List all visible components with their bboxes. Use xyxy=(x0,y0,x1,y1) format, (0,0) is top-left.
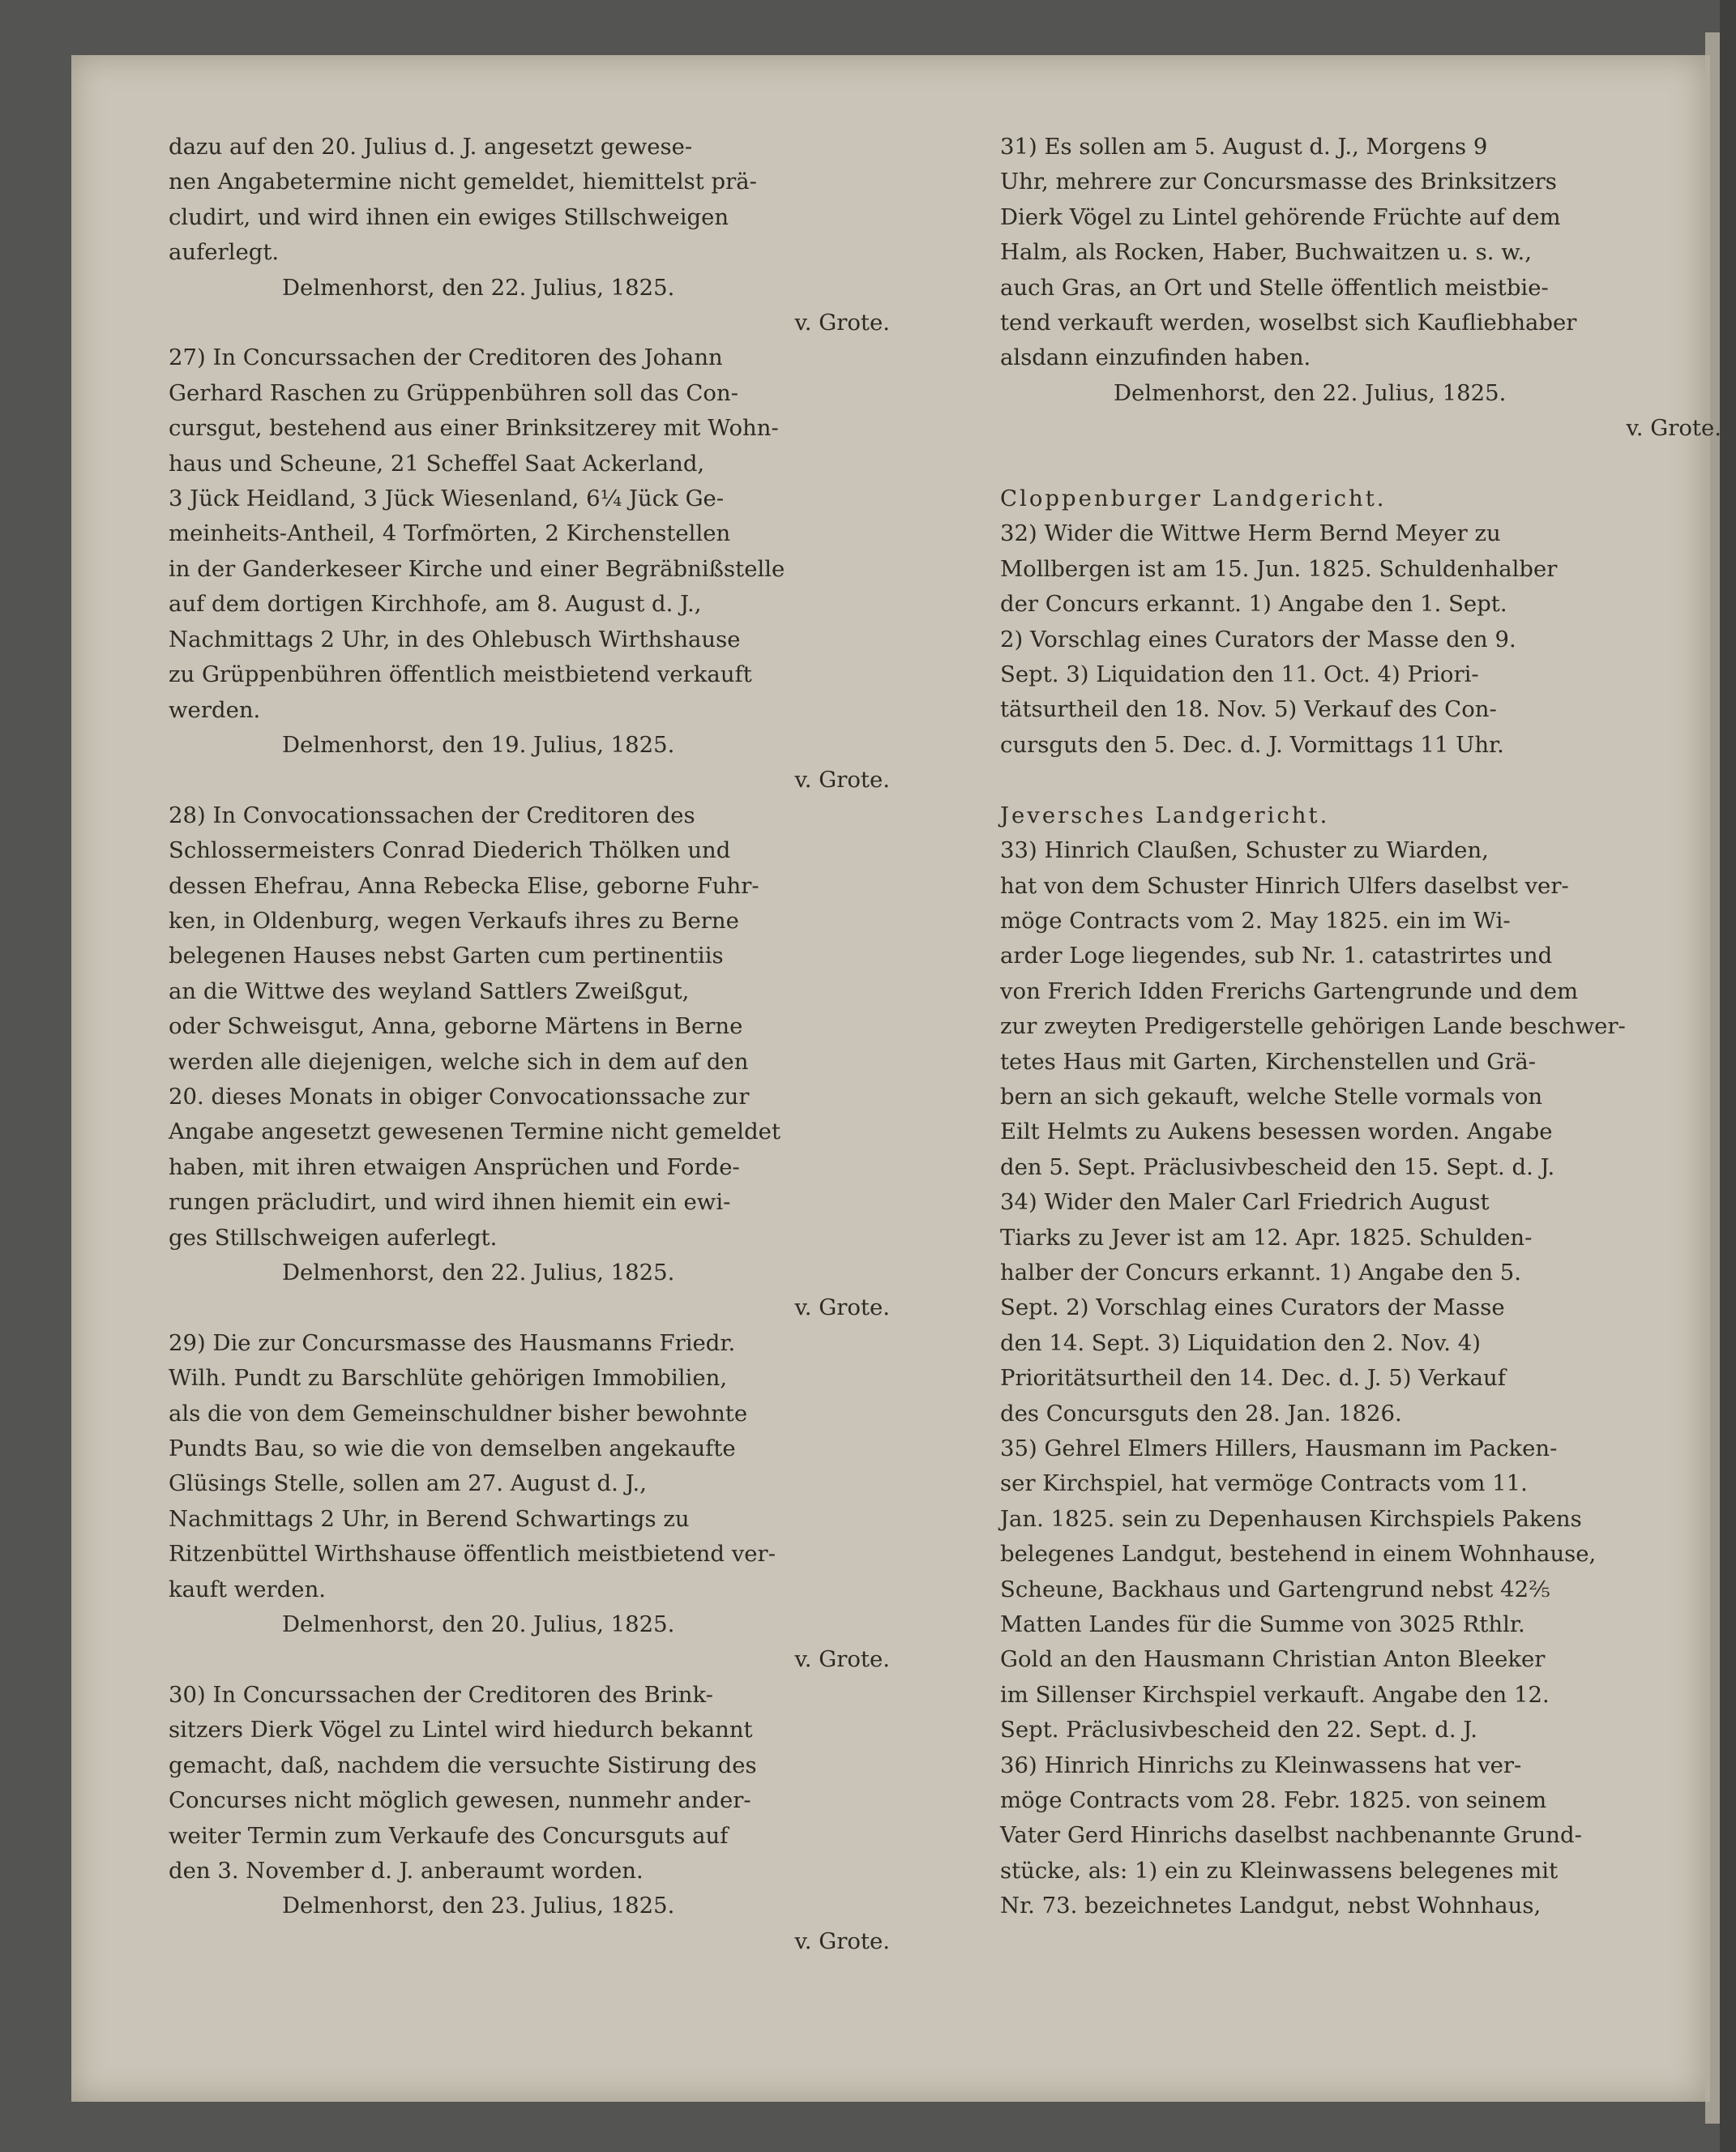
notice-26-signature: v. Grote. xyxy=(794,310,890,336)
notice-29: 29) Die zur Concursmasse des Hausmanns Friedr. Wilh. Pundt zu Barschlüte gehörigen Immobilien, als die von dem Gemeinschuldner bisher bewohnte Pundts Bau, so wie die von demselben angekaufte Glüsings Stelle, sollen am 27. August d. J., Nachmittags 2 Uhr, in Berend Schwartings zu Ritzenbüttel Wirthshause öffentlich meistbietend ver- kauft werden. xyxy=(169,1329,776,1602)
notice-27-place-date: Delmenhorst, den 19. Julius, 1825. xyxy=(282,731,675,758)
notice-30-signature: v. Grote. xyxy=(794,1927,890,1954)
notice-31-place-date: Delmenhorst, den 22. Julius, 1825. xyxy=(1114,379,1507,406)
right-column xyxy=(1000,130,1736,1924)
section-gap xyxy=(1000,447,1736,481)
notice-30-place-date: Delmenhorst, den 23. Julius, 1825. xyxy=(282,1893,675,1919)
notice-34: 34) Wider den Maler Carl Friedrich August Tiarks zu Jever ist am 12. Apr. 1825. Schulden- halber der Concurs erkannt. 1) Angabe den 5. Sept. 2) Vorschlag eines Curators der Masse den 14. Sept. 3) Liquidation den 2. Nov. 4) Prioritätsurtheil den 14. Dec. d. J. 5) Verkauf des Concursguts den 28. Jan. 1826. xyxy=(1000,1189,1533,1427)
notice-27: 27) In Concurssachen der Creditoren des Johann Gerhard Raschen zu Grüppenbühren soll das Con- cursgut, bestehend aus einer Brinksitzerey mit Wohn- haus und Scheune, 21 Scheffel Saat Ackerland, 3 Jück Heidland, 3 Jück Wiesenland, 6¼ Jück Ge- meinheits-Antheil, 4 Torfmörten, 2 Kirchenstellen in der Ganderkeseer Kirche und einer Begräbnißstelle auf dem dortigen Kirchhofe, am 8. August d. J., Nachmittags 2 Uhr, in des Ohlebusch Wirthshause zu Grüppenbühren öffentlich meistbietend verkauft werden. xyxy=(169,344,785,723)
notice-32: 32) Wider die Wittwe Herm Bernd Meyer zu Mollbergen ist am 15. Jun. 1825. Schuldenhalber der Concurs erkannt. 1) Angabe den 1. Sept. 2) Vorschlag eines Curators der Masse den 9. Sept. 3) Liquidation den 11. Oct. 4) Priori- tätsurtheil den 18. Nov. 5) Verkauf des Con- cursguts den 5. Dec. d. J. Vormittags 11 Uhr. xyxy=(1000,520,1558,758)
notice-28: 28) In Convocationssachen der Creditoren des Schlossermeisters Conrad Diederich Thölken und dessen Ehefrau, Anna Rebecka Elise, geborne Fuhr- ken, in Oldenburg, wegen Verkaufs ihres zu Berne belegenen Hauses nebst Garten cum pertinentiis an die Wittwe des weyland Sattlers Zweißgut, oder Schweisgut, Anna, geborne Märtens in Berne werden alle diejenigen, welche sich in dem auf den 20. dieses Monats in obiger Convocationssache zur Angabe angesetzt gewesenen Termine nicht gemeldet haben, mit ihren etwaigen Ansprüchen und Forde- rungen präcludirt, und wird ihnen hiemit ein ewi- ges Stillschweigen auferlegt. xyxy=(169,802,781,1251)
notice-29-signature: v. Grote. xyxy=(794,1646,890,1673)
notice-26-place-date: Delmenhorst, den 22. Julius, 1825. xyxy=(282,274,675,301)
notice-35: 35) Gehrel Elmers Hillers, Hausmann im Packen- ser Kirchspiel, hat vermöge Contracts vom 11. Jan. 1825. sein zu Depenhausen Kirchspiels Pakens belegenes Landgut, bestehend in einem Wohnhause, Scheune, Backhaus und Gartengrund nebst 42⅖ Matten Landes für die Summe von 3025 Rthlr. Gold an den Hausmann Christian Anton Bleeker im Sillenser Kirchspiel verkauft. Angabe den 12. Sept. Präclusivbescheid den 22. Sept. d. J. xyxy=(1000,1435,1597,1743)
section-gap xyxy=(1000,763,1736,798)
notice-36: 36) Hinrich Hinrichs zu Kleinwassens hat ver- möge Contracts vom 28. Febr. 1825. von seinem Vater Gerd Hinrichs daselbst nachbenannte Grund- stücke, als: 1) ein zu Kleinwassens belegenes mit Nr. 73. bezeichnetes Landgut, nebst Wohnhaus, xyxy=(1000,1752,1582,1919)
notice-27-signature: v. Grote. xyxy=(794,767,890,794)
notice-30: 30) In Concurssachen der Creditoren des Brink- sitzers Dierk Vögel zu Lintel wird hiedurch bekannt gemacht, daß, nachdem die versuchte Sistirung des Concurses nicht möglich gewesen, nunmehr ander- weiter Termin zum Verkaufe des Concursguts auf den 3. November d. J. anberaumt worden. xyxy=(169,1681,757,1884)
notice-28-place-date: Delmenhorst, den 22. Julius, 1825. xyxy=(282,1260,675,1286)
notice-33: 33) Hinrich Claußen, Schuster zu Wiarden, hat von dem Schuster Hinrich Ulfers daselbst ver- möge Contracts vom 2. May 1825. ein im Wi- arder Loge liegendes, sub Nr. 1. catastrirtes und von Frerich Idden Frerichs Gartengrunde und dem zur zweyten Predigerstelle gehörigen Lande beschwer- tetes Haus mit Garten, Kirchenstellen und Grä- bern an sich gekauft, welche Stelle vormals von Eilt Helmts zu Aukens besessen worden. Angabe den 5. Sept. Präclusivbescheid den 15. Sept. d. J. xyxy=(1000,837,1626,1180)
heading-cloppenburg-court: Cloppenburger Landgericht. xyxy=(1000,486,1387,512)
heading-jever-court: Jeversches Landgericht. xyxy=(1000,802,1330,828)
notice-31-signature: v. Grote. xyxy=(1626,415,1721,442)
notice-31: 31) Es sollen am 5. August d. J., Morgens 9 Uhr, mehrere zur Concursmasse des Brinksitzers Dierk Vögel zu Lintel gehörende Früchte auf dem Halm, als Rocken, Haber, Buchwaitzen u. s. w., auch Gras, an Ort und Stelle öffentlich meistbie- tend verkauft werden, woselbst sich Kaufliebhaber alsdann einzufinden haben. xyxy=(1000,134,1577,371)
notice-28-signature: v. Grote. xyxy=(794,1294,890,1321)
notice-29-place-date: Delmenhorst, den 20. Julius, 1825. xyxy=(282,1611,675,1638)
notice-26-tail: dazu auf den 20. Julius d. J. angesetzt gewese- nen Angabetermine nicht gemeldet, hiemittelst prä- cludirt, und wird ihnen ein ewiges Stillschweigen auferlegt. xyxy=(169,134,757,266)
left-column xyxy=(169,130,906,1959)
